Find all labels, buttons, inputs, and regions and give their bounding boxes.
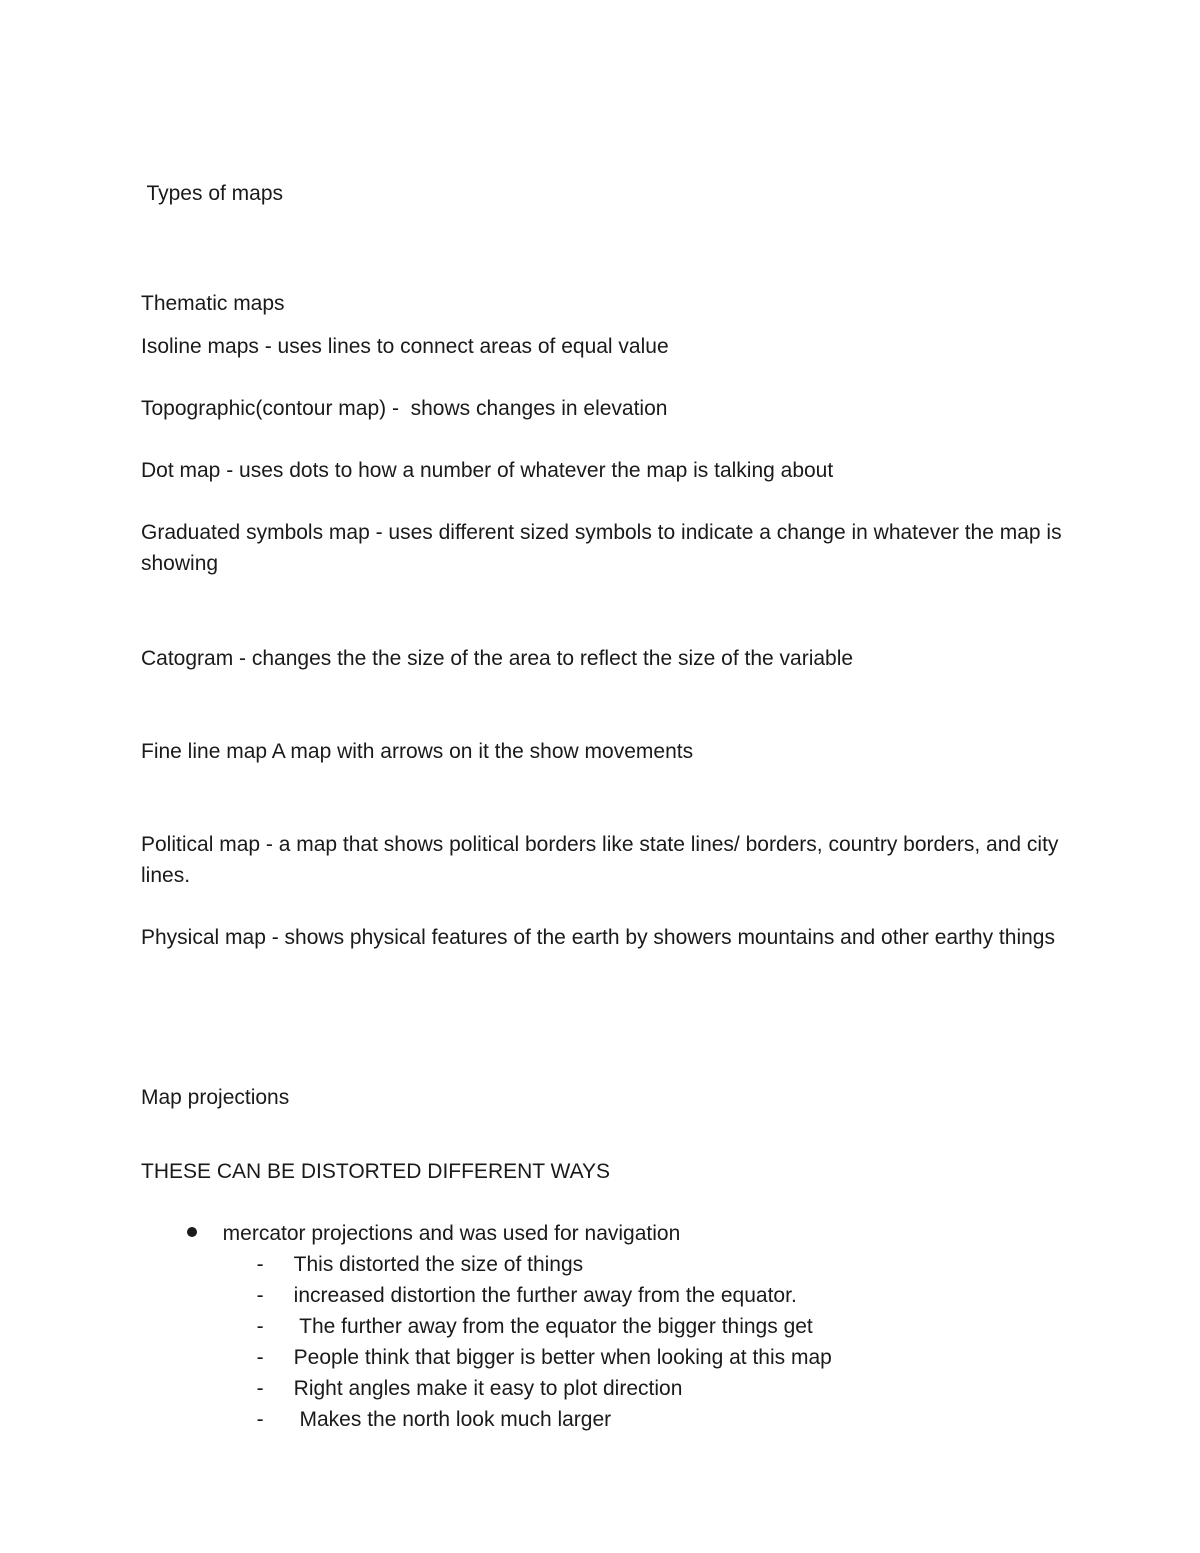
entry-fine-line: Fine line map A map with arrows on it the show movements: [141, 740, 694, 763]
sub-point-text: This distorted the size of things: [293, 1253, 584, 1276]
entry-dot-map: Dot map - uses dots to how a number of whatever the map is talking about: [141, 459, 834, 482]
dash-marker: -: [256, 1346, 264, 1369]
entry-isoline: Isoline maps - uses lines to connect areas of equal value: [141, 335, 669, 358]
dash-marker: -: [256, 1377, 264, 1400]
bullet-dot-icon: [187, 1227, 197, 1237]
bullet-text: mercator projections and was used for navigation: [222, 1222, 681, 1245]
sub-point-text: Right angles make it easy to plot direction: [293, 1377, 683, 1400]
distortion-heading: THESE CAN BE DISTORTED DIFFERENT WAYS: [141, 1160, 611, 1183]
dash-marker: -: [256, 1315, 264, 1338]
thematic-maps-heading: Thematic maps: [141, 292, 285, 315]
map-projections-heading: Map projections: [141, 1086, 290, 1109]
dash-marker: -: [256, 1408, 264, 1431]
sub-point-text: People think that bigger is better when looking at this map: [293, 1346, 832, 1369]
dash-marker: -: [256, 1253, 264, 1276]
entry-physical: Physical map - shows physical features of the earth by showers mountains and other earthy things: [141, 926, 1055, 949]
sub-point-text: increased distortion the further away from the equator.: [293, 1284, 797, 1307]
entry-topographic: Topographic(contour map) - shows changes in elevation: [141, 397, 668, 420]
entry-catogram: Catogram - changes the the size of the area to reflect the size of the variable: [141, 647, 854, 670]
document-title: Types of maps: [141, 182, 284, 205]
sub-point-text: The further away from the equator the bigger things get: [293, 1315, 813, 1338]
sub-point: [245, 1373, 611, 1435]
entry-graduated-symbols: Graduated symbols map - uses different sized symbols to indicate a change in whatever the map is showing: [141, 521, 1062, 575]
entry-political: Political map - a map that shows political borders like state lines/ borders, country borders, and city lines.: [141, 833, 1059, 887]
dash-marker: -: [256, 1284, 264, 1307]
sub-point-text: Makes the north look much larger: [293, 1408, 612, 1431]
